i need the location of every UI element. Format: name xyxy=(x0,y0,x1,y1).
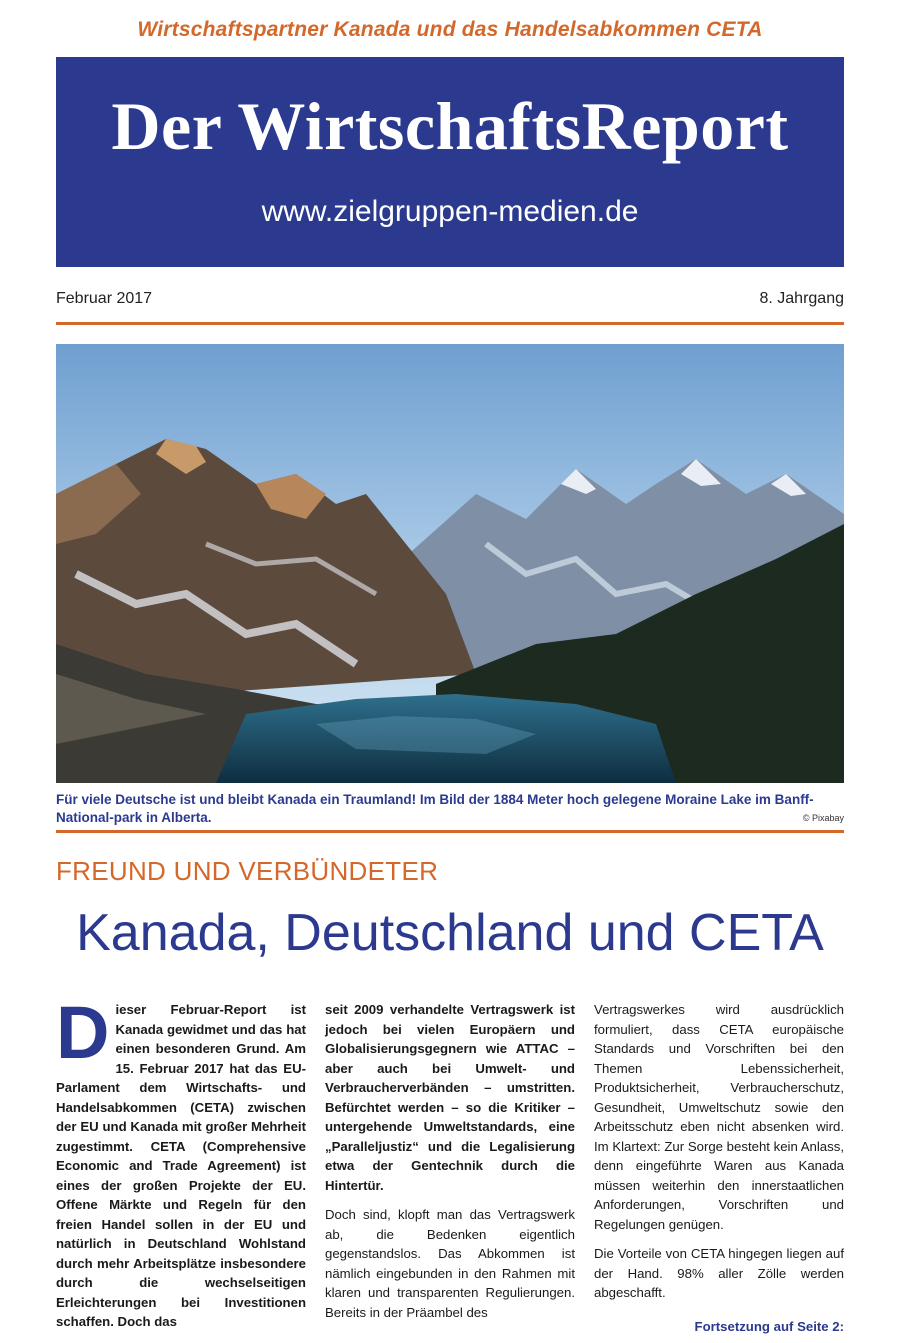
masthead-title: Der WirtschaftsReport xyxy=(111,88,789,164)
article-column-1 xyxy=(56,991,306,1342)
dateline xyxy=(56,290,844,312)
drop-cap: D xyxy=(56,991,110,1074)
topline-banner: Wirtschaftspartner Kanada und das Handelsabkommen CETA xyxy=(137,18,763,41)
article-column-3 xyxy=(594,1000,844,1336)
divider-rule xyxy=(56,830,844,833)
paragraph: Die Vorteile von CETA hingegen liegen auf der Hand. 98% aller Zölle werden abgeschafft. xyxy=(594,1246,844,1300)
article-column-2 xyxy=(325,1000,575,1332)
masthead-url[interactable]: www.zielgruppen-medien.de xyxy=(261,195,639,228)
photo-credit: © Pixabay xyxy=(802,813,844,823)
continued-link[interactable]: Fortsetzung auf Seite 2: xyxy=(694,1318,844,1334)
issue-volume: 8. Jahrgang xyxy=(759,290,844,307)
paragraph: Doch sind, klopft man das Vertragswerk ab, die Bedenken eigentlich gegenstandslos. Das Abkommen ist nämlich eingebunden in den Rahmen mit klaren und transparenten Regulierungen. Bereits in der Präambel des xyxy=(325,1207,575,1320)
masthead xyxy=(56,57,844,267)
divider-rule xyxy=(56,322,844,325)
photo-caption: Für viele Deutsche ist und bleibt Kanada ein Traumland! Im Bild der 1884 Meter hoch gelegene Moraine Lake im Banff-National-park in Alberta. xyxy=(56,792,814,825)
lake-photo xyxy=(56,344,844,783)
issue-date: Februar 2017 xyxy=(56,290,153,307)
paragraph: Vertragswerkes wird ausdrücklich formuliert, dass CETA europäische Standards und Vorschriften bei den Themen Lebenssicherheit, Produktsicherheit, Verbraucherschutz, Gesundheit, Umweltschutz sowie den Arbeitsschutz eben nicht absenken wird. Im Klartext: Zur Sorge besteht kein Anlass, denn eingeführte Waren aus Kanada müssen weiterhin den innerstaatlichen Anforderungen, Vorschriften und Regelungen genügen. xyxy=(594,1002,844,1232)
article-headline: Kanada, Deutschland und CETA xyxy=(76,904,824,962)
paragraph: seit 2009 verhandelte Vertragswerk ist jedoch bei vielen Europäern und Globalisierungsgegnern wie ATTAC – aber auch bei Umwelt- und Verbraucherverbänden – umstritten. Befürchtet werden – so die Kritiker – untergehende Umweltstandards, eine „Paralleljustiz“ und die Legalisierung etwa der Gentechnik durch die Hintertür. xyxy=(325,1002,575,1193)
paragraph: ieser Februar-Report ist Kanada gewidmet und das hat einen besonderen Grund. Am 15. Februar 2017 hat das EU-Parlament dem Wirtschafts- und Handelsabkommen (CETA) zwischen der EU und Kanada mit großer Mehrheit zugestimmt. CETA (Comprehensive Economic and Trade Agreement) ist eines der großen Projekte der EU. Offene Märkte und Regeln für den freien Handel sollen in der EU und natürlich in Deutschland Wohlstand durch mehr Arbeitsplätze insbesondere durch die wechselseitigen Erleichterungen bei Investitionen schaffen. Doch das xyxy=(56,1002,306,1329)
article-kicker: FREUND UND VERBÜNDETER xyxy=(56,856,439,886)
